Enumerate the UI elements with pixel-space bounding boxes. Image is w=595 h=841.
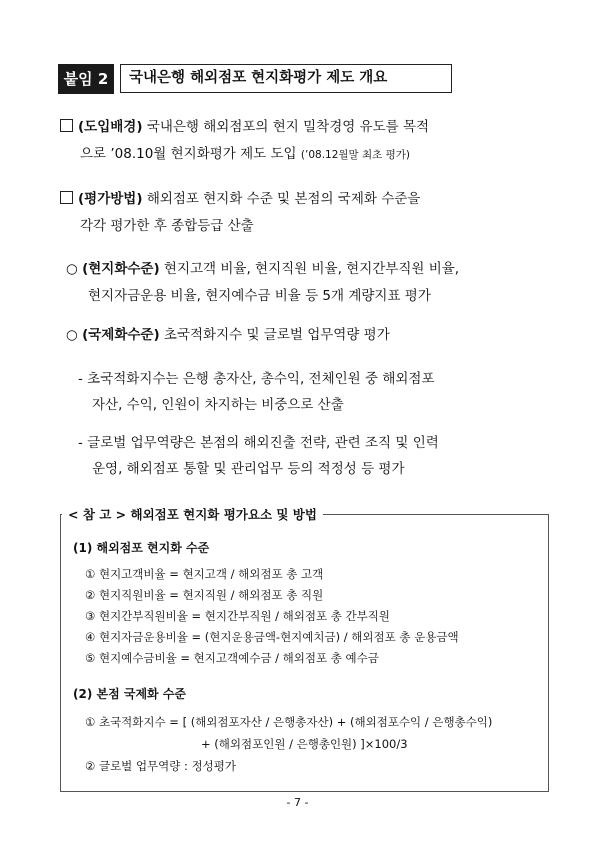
- section-label: (도입배경): [78, 119, 143, 135]
- localization-item: [66, 256, 459, 283]
- dash-item: [78, 430, 439, 457]
- item-text: 초국적화지수 및 글로벌 업무역량 평가: [163, 327, 390, 343]
- reference-section-heading: (2) 본점 국제화 수준: [73, 687, 186, 701]
- dash-text: 운영, 해외점포 통할 및 관리업무 등의 적정성 등 평가: [92, 461, 405, 477]
- section-method: [60, 186, 420, 213]
- section-label: (평가방법): [78, 191, 143, 207]
- item-label: (현지화수준): [82, 261, 160, 277]
- section-text: 해외점포 현지화 수준 및 본점의 국제화 수준을: [146, 191, 421, 207]
- checkbox-square-icon: [60, 119, 73, 132]
- reference-item: ② 현지직원비율 = 현지직원 / 해외점포 총 직원: [85, 588, 324, 602]
- item-text: 현지고객 비율, 현지직원 비율, 현지간부직원 비율,: [163, 261, 460, 277]
- reference-item: ① 초국적화지수 = [ (해외점포자산 / 은행총자산) + (해외점포수익 / 은행총수익): [85, 715, 493, 729]
- item-label: (국제화수준): [82, 327, 160, 343]
- reference-section-heading: (1) 해외점포 현지화 수준: [73, 541, 210, 555]
- section-background: [60, 114, 429, 141]
- title-row: [58, 64, 452, 94]
- globalization-item: [66, 322, 390, 349]
- reference-item: ⑤ 현지예수금비율 = 현지고객예수금 / 해외점포 총 예수금: [85, 651, 379, 665]
- page-number: - 7 -: [286, 796, 309, 809]
- dash-bullet-icon: -: [78, 371, 83, 387]
- reference-box: [60, 514, 549, 792]
- section-text: 국내은행 해외점포의 현지 밀착경영 유도를 목적: [146, 119, 430, 135]
- reference-item: + (해외점포인원 / 은행총인원) ]×100/3: [201, 737, 408, 751]
- reference-item: ② 글로벌 업무역량 : 정성평가: [85, 759, 237, 773]
- dash-text: 자산, 수익, 인원이 차지하는 비중으로 산출: [92, 397, 344, 413]
- dash-item: [78, 366, 435, 393]
- section-text: 으로 ’08.10월 현지화평가 제도 도입: [80, 146, 297, 162]
- reference-item: ③ 현지간부직원비율 = 현지간부직원 / 해외점포 총 간부직원: [85, 609, 390, 623]
- section-background-line2: [80, 141, 410, 169]
- dash-bullet-icon: -: [78, 435, 83, 451]
- dash-text: 초국적화지수는 은행 총자산, 총수익, 전체인원 중 해외점포: [87, 371, 435, 387]
- reference-item: ④ 현지자금운용비율 = (현지운용금액-현지예치금) / 해외점포 총 운용금액: [85, 630, 459, 644]
- reference-title: < 참 고 > 해외점포 현지화 평가요소 및 방법: [62, 505, 323, 523]
- circle-bullet-icon: ○: [66, 261, 78, 277]
- reference-item: ① 현지고객비율 = 현지고객 / 해외점포 총 고객: [85, 567, 324, 581]
- circle-bullet-icon: ○: [66, 327, 78, 343]
- item-text: 현지자금운용 비율, 현지예수금 비율 등 5개 계량지표 평가: [88, 288, 431, 304]
- dash-text: 글로벌 업무역량은 본점의 해외진출 전략, 관련 조직 및 인력: [87, 435, 439, 451]
- section-note: (’08.12월말 최초 평가): [300, 149, 411, 161]
- attachment-badge: 붙임 2: [58, 64, 114, 94]
- page-title: 국내은행 해외점포 현지화평가 제도 개요: [120, 64, 452, 93]
- checkbox-square-icon: [60, 191, 73, 204]
- section-text: 각각 평가한 후 종합등급 산출: [80, 218, 254, 234]
